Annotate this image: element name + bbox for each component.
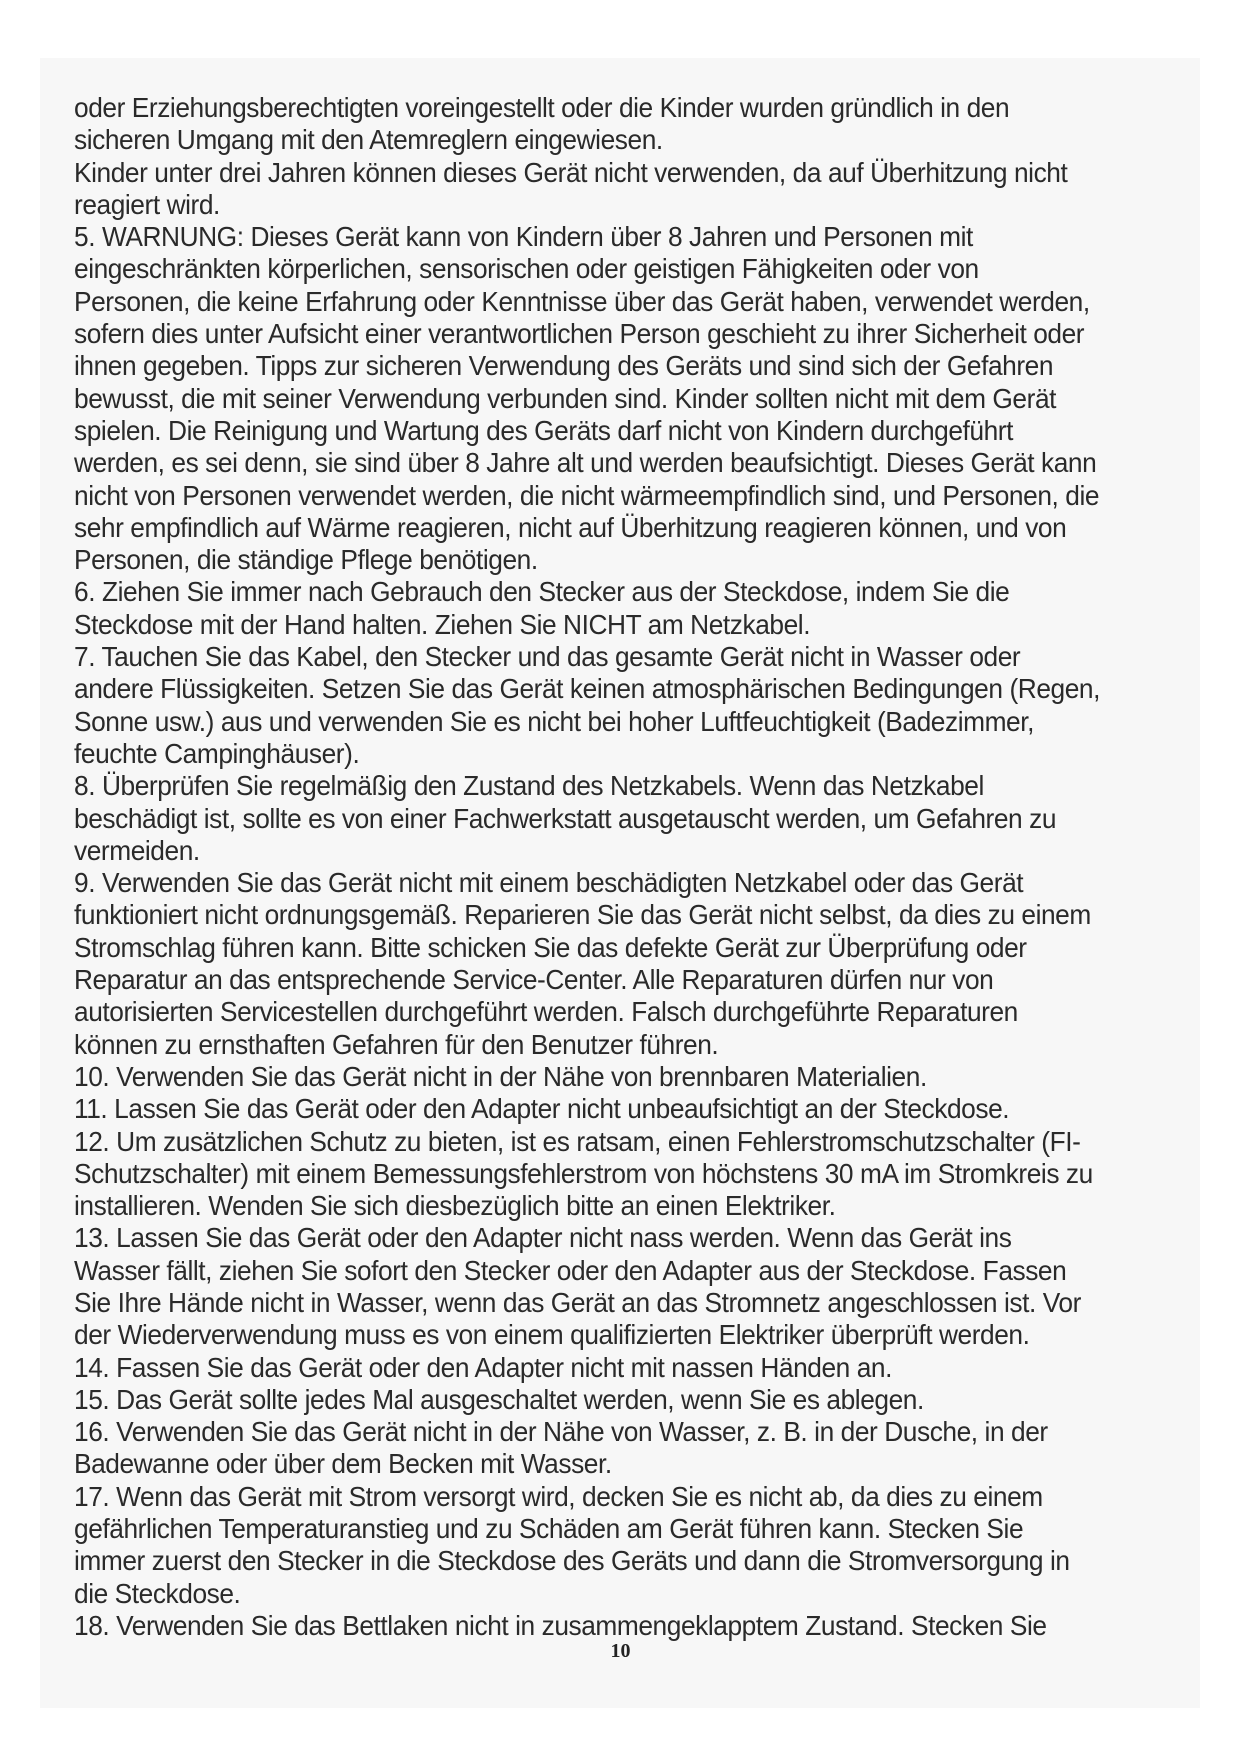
text-line: 17. Wenn das Gerät mit Strom versorgt wird, decken Sie es nicht ab, da dies zu einem	[74, 1480, 1043, 1512]
text-line: Schutzschalter) mit einem Bemessungsfehlerstrom von höchstens 30 mA im Stromkreis zu	[74, 1157, 1093, 1189]
text-line: Sonne usw.) aus und verwenden Sie es nicht bei hoher Luftfeuchtigkeit (Badezimmer,	[74, 705, 1034, 737]
text-line: nicht von Personen verwendet werden, die nicht wärmeempfindlich sind, und Personen, die	[74, 479, 1100, 511]
text-line: sicheren Umgang mit den Atemreglern eingewiesen.	[74, 124, 663, 156]
text-line: sofern dies unter Aufsicht einer verantwortlichen Person geschieht zu ihrer Sicherheit oder	[74, 318, 1085, 350]
text-line: reagiert wird.	[74, 188, 220, 220]
text-line: 14. Fassen Sie das Gerät oder den Adapter nicht mit nassen Händen an.	[74, 1351, 893, 1383]
text-line: Steckdose mit der Hand halten. Ziehen Sie NICHT am Netzkabel.	[74, 608, 811, 640]
text-line: andere Flüssigkeiten. Setzen Sie das Gerät keinen atmosphärischen Bedingungen (Regen,	[74, 673, 1100, 705]
text-line: funktioniert nicht ordnungsgemäß. Reparieren Sie das Gerät nicht selbst, da dies zu einem	[74, 899, 1091, 931]
text-line: werden, es sei denn, sie sind über 8 Jahre alt und werden beaufsichtigt. Dieses Gerät kann	[74, 447, 1097, 479]
page-number: 10	[610, 1640, 631, 1662]
text-line: immer zuerst den Stecker in die Steckdose des Geräts und dann die Stromversorgung in	[74, 1545, 1070, 1577]
text-line: Personen, die keine Erfahrung oder Kenntnisse über das Gerät haben, verwendet werden,	[74, 285, 1090, 317]
text-line: oder Erziehungsberechtigten voreingestellt oder die Kinder wurden gründlich in den	[74, 92, 1010, 123]
text-line: 6. Ziehen Sie immer nach Gebrauch den Stecker aus der Steckdose, indem Sie die	[74, 576, 1010, 608]
text-line: beschädigt ist, sollte es von einer Fachwerkstatt ausgetauscht werden, um Gefahren zu	[74, 802, 1057, 834]
text-line: der Wiederverwendung muss es von einem qualifizierten Elektriker überprüft werden.	[74, 1319, 1030, 1351]
text-line: installieren. Wenden Sie sich diesbezüglich bitte an einen Elektriker.	[74, 1190, 836, 1222]
text-line: 7. Tauchen Sie das Kabel, den Stecker und das gesamte Gerät nicht in Wasser oder	[74, 641, 1021, 673]
text-line: 5. WARNUNG: Dieses Gerät kann von Kindern über 8 Jahren und Personen mit	[74, 221, 973, 253]
text-line: können zu ernsthaften Gefahren für den Benutzer führen.	[74, 1028, 719, 1060]
text-line: 8. Überprüfen Sie regelmäßig den Zustand des Netzkabels. Wenn das Netzkabel	[74, 770, 984, 802]
text-line: 18. Verwenden Sie das Bettlaken nicht in zusammengeklapptem Zustand. Stecken Sie	[74, 1609, 1047, 1641]
text-line: die Steckdose.	[74, 1577, 241, 1609]
text-line: vermeiden.	[74, 834, 200, 866]
text-line: autorisierten Servicestellen durchgeführt werden. Falsch durchgeführte Reparaturen	[74, 996, 1018, 1028]
text-line: 13. Lassen Sie das Gerät oder den Adapter nicht nass werden. Wenn das Gerät ins	[74, 1222, 1012, 1254]
text-line: 12. Um zusätzlichen Schutz zu bieten, ist es ratsam, einen Fehlerstromschutzschalter (FI-	[74, 1125, 1081, 1157]
text-line: Badewanne oder über dem Becken mit Wasser.	[74, 1448, 612, 1480]
text-line: bewusst, die mit seiner Verwendung verbunden sind. Kinder sollten nicht mit dem Gerät	[74, 382, 1057, 414]
text-line: Kinder unter drei Jahren können dieses Gerät nicht verwenden, da auf Überhitzung nicht	[74, 156, 1068, 188]
text-line: feuchte Campinghäuser).	[74, 737, 360, 769]
text-line: 11. Lassen Sie das Gerät oder den Adapter nicht unbeaufsichtigt an der Steckdose.	[74, 1093, 1010, 1125]
text-line: 16. Verwenden Sie das Gerät nicht in der Nähe von Wasser, z. B. in der Dusche, in der	[74, 1416, 1048, 1448]
text-line: Wasser fällt, ziehen Sie sofort den Stecker oder den Adapter aus der Steckdose. Fassen	[74, 1254, 1067, 1286]
text-line: sehr empfindlich auf Wärme reagieren, nicht auf Überhitzung reagieren können, und von	[74, 511, 1067, 543]
text-line: 9. Verwenden Sie das Gerät nicht mit einem beschädigten Netzkabel oder das Gerät	[74, 867, 1024, 899]
text-line: gefährlichen Temperaturanstieg und zu Schäden am Gerät führen kann. Stecken Sie	[74, 1513, 1024, 1545]
text-line: 10. Verwenden Sie das Gerät nicht in der Nähe von brennbaren Materialien.	[74, 1060, 927, 1092]
text-line: Sie Ihre Hände nicht in Wasser, wenn das Gerät an das Stromnetz angeschlossen ist. Vor	[74, 1286, 1081, 1318]
text-line: Stromschlag führen kann. Bitte schicken Sie das defekte Gerät zur Überprüfung oder	[74, 931, 1027, 963]
text-line: eingeschränkten körperlichen, sensorischen oder geistigen Fähigkeiten oder von	[74, 253, 979, 285]
text-line: spielen. Die Reinigung und Wartung des Geräts darf nicht von Kindern durchgeführt	[74, 414, 1013, 446]
document-body	[74, 92, 1140, 1675]
text-line: 15. Das Gerät sollte jedes Mal ausgeschaltet werden, wenn Sie es ablegen.	[74, 1383, 924, 1415]
text-line: ihnen gegeben. Tipps zur sicheren Verwendung des Geräts und sind sich der Gefahren	[74, 350, 1054, 382]
text-line: Reparatur an das entsprechende Service-Center. Alle Reparaturen dürfen nur von	[74, 964, 994, 996]
text-line: Personen, die ständige Pflege benötigen.	[74, 544, 538, 576]
